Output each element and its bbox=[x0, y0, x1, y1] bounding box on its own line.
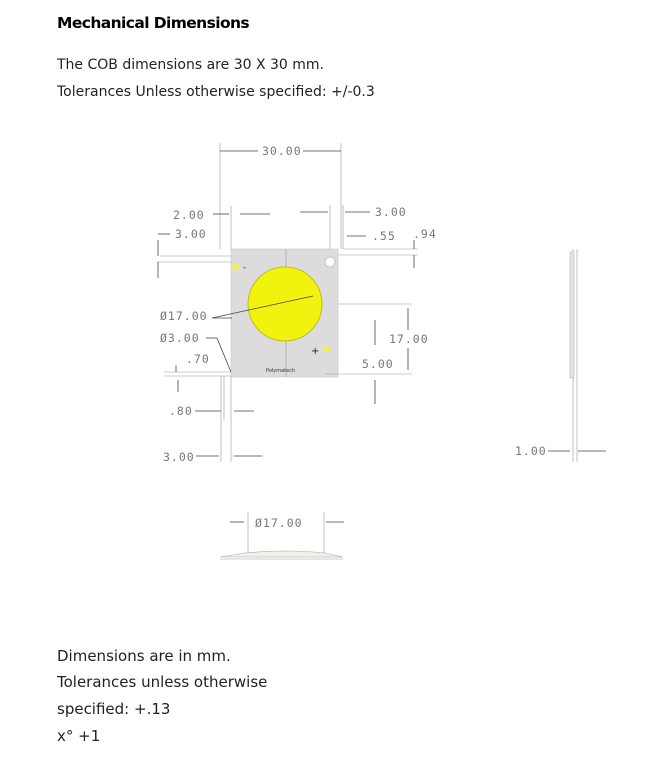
footer-units-text: Dimensions are in mm. bbox=[57, 647, 231, 665]
dim-lens-phi-17: Ø17.00 bbox=[255, 516, 303, 530]
side-view-board bbox=[570, 252, 574, 378]
dim-left-3: 3.00 bbox=[175, 227, 207, 241]
dim-width-30: 30.00 bbox=[262, 144, 302, 158]
lens-profile bbox=[220, 551, 343, 557]
dim-left-2: 2.00 bbox=[173, 208, 205, 222]
dim-side-1: 1.00 bbox=[515, 444, 547, 458]
mounting-hole bbox=[325, 257, 335, 267]
dim-bottom-3: 3.00 bbox=[163, 450, 195, 464]
dim-17-vertical: 17.00 bbox=[389, 332, 429, 346]
footer-angle-text: x° +1 bbox=[57, 727, 101, 745]
intro-tolerance-text: Tolerances Unless otherwise specified: +/-0.3 bbox=[57, 84, 375, 100]
positive-pad bbox=[324, 346, 330, 352]
dim-070: .70 bbox=[186, 352, 210, 366]
dim-5: 5.00 bbox=[362, 357, 394, 371]
dim-phi-17: Ø17.00 bbox=[160, 309, 208, 323]
footer-tolerance-text: Tolerances unless otherwise bbox=[57, 673, 268, 691]
dim-080: .80 bbox=[169, 404, 193, 418]
negative-pad bbox=[233, 264, 239, 270]
intro-dimensions-text: The COB dimensions are 30 X 30 mm. bbox=[57, 57, 324, 73]
dim-094: .94 bbox=[413, 227, 437, 241]
minus-mark: - bbox=[243, 263, 247, 273]
dim-right-3: 3.00 bbox=[375, 205, 407, 219]
plus-mark: + bbox=[311, 346, 320, 357]
dim-phi-3: Ø3.00 bbox=[160, 331, 200, 345]
emitter-circle bbox=[248, 267, 322, 341]
dim-055: .55 bbox=[372, 229, 396, 243]
section-title: Mechanical Dimensions bbox=[57, 14, 250, 32]
footer-specified-text: specified: +.13 bbox=[57, 700, 171, 718]
brand-mark: Polymatech bbox=[266, 368, 296, 374]
